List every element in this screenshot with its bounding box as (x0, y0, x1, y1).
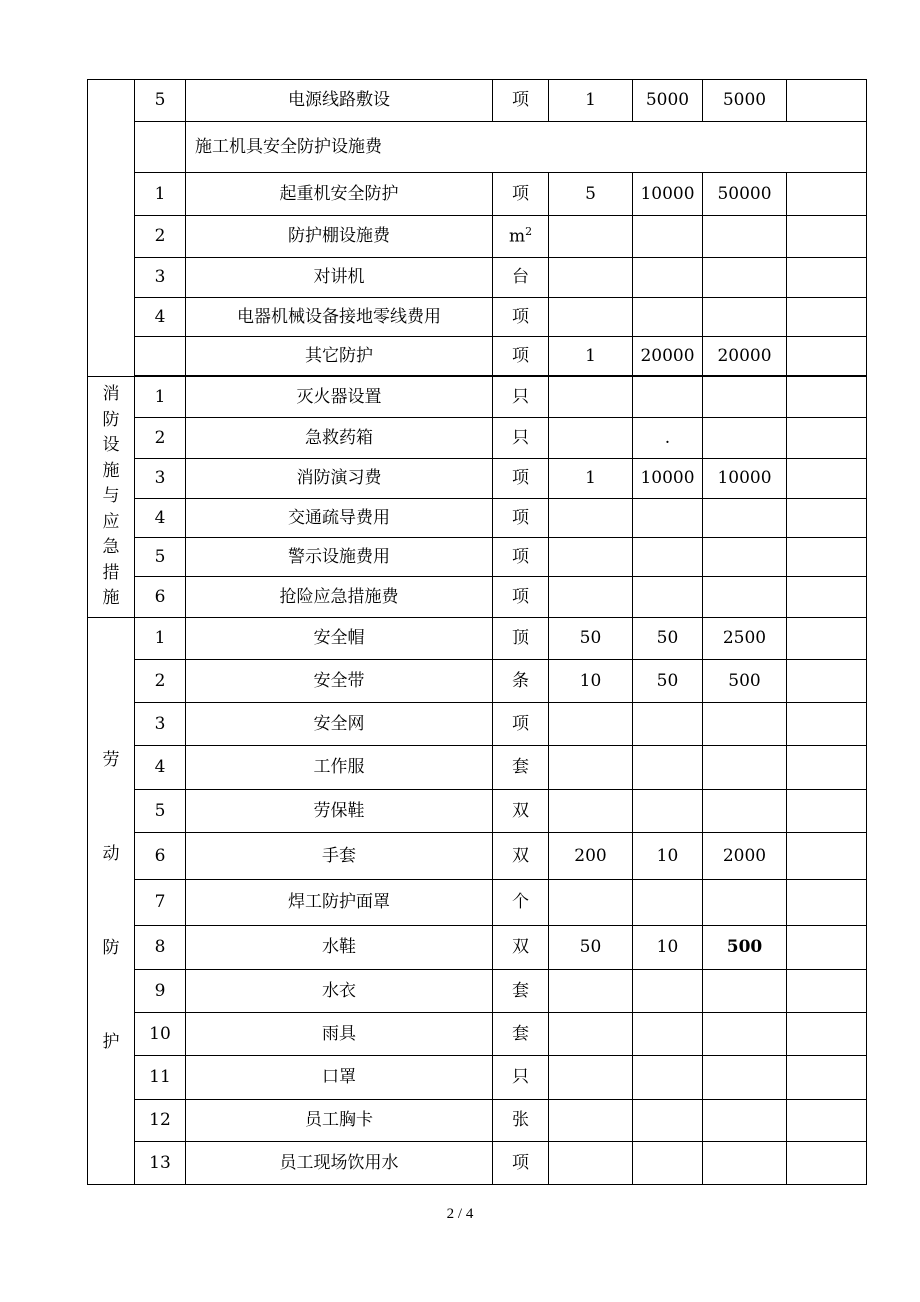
item-total (703, 216, 787, 258)
table-row (88, 926, 867, 970)
item-unit: 套 (493, 746, 549, 790)
row-no: 3 (135, 459, 186, 499)
item-remark (787, 459, 867, 499)
group-label-char: 施 (102, 588, 120, 609)
item-qty (549, 377, 633, 418)
item-name: 手套 (186, 833, 493, 880)
item-qty: 1 (549, 337, 633, 376)
item-remark (787, 618, 867, 660)
row-no: 1 (135, 618, 186, 660)
table-row (88, 1100, 867, 1142)
item-total (703, 499, 787, 538)
item-unit: 项 (493, 703, 549, 746)
item-price: . (633, 418, 703, 459)
row-no: 2 (135, 418, 186, 459)
item-remark (787, 1056, 867, 1100)
item-price: 10000 (633, 459, 703, 499)
group-label-char: 应 (102, 511, 120, 532)
item-remark (787, 703, 867, 746)
item-price: 50 (633, 660, 703, 703)
unit-superscript: 2 (525, 225, 533, 239)
item-total (703, 1142, 787, 1185)
group-label-labor-protection (88, 618, 135, 1185)
item-price (633, 577, 703, 618)
item-unit: 项 (493, 459, 549, 499)
item-unit: 项 (493, 1142, 549, 1185)
item-remark (787, 926, 867, 970)
table-row (88, 216, 867, 258)
item-total (703, 746, 787, 790)
item-qty (549, 1100, 633, 1142)
item-remark (787, 258, 867, 298)
row-no: 6 (135, 577, 186, 618)
item-name: 急救药箱 (186, 418, 493, 459)
item-unit: 双 (493, 833, 549, 880)
item-price (633, 298, 703, 337)
item-total (703, 298, 787, 337)
item-price: 10 (633, 926, 703, 970)
item-total (703, 970, 787, 1013)
item-unit: 套 (493, 970, 549, 1013)
item-remark (787, 418, 867, 459)
item-name: 电源线路敷设 (186, 80, 493, 122)
item-total (703, 258, 787, 298)
item-qty (549, 703, 633, 746)
row-no (135, 122, 186, 173)
item-remark (787, 499, 867, 538)
row-no: 5 (135, 80, 186, 122)
item-total (703, 538, 787, 577)
item-unit: 项 (493, 337, 549, 376)
item-qty (549, 1056, 633, 1100)
row-no: 4 (135, 746, 186, 790)
group-label-cell (88, 80, 135, 377)
group-label-char: 劳 (102, 750, 120, 770)
item-unit: 双 (493, 926, 549, 970)
table-row (88, 970, 867, 1013)
item-remark (787, 377, 867, 418)
table-row (88, 258, 867, 298)
item-name: 水衣 (186, 970, 493, 1013)
subsection-title: 施工机具安全防护设施费 (186, 122, 867, 173)
item-unit: 只 (493, 418, 549, 459)
item-total: 10000 (703, 459, 787, 499)
table-row (88, 746, 867, 790)
item-total (703, 418, 787, 459)
row-no: 4 (135, 499, 186, 538)
item-unit: 只 (493, 1056, 549, 1100)
item-name: 消防演习费 (186, 459, 493, 499)
item-name: 安全帽 (186, 618, 493, 660)
table-row (88, 790, 867, 833)
item-remark (787, 1013, 867, 1056)
item-unit: 项 (493, 80, 549, 122)
group-label-char: 消 (102, 384, 120, 405)
item-price (633, 258, 703, 298)
item-qty: 50 (549, 618, 633, 660)
item-price (633, 790, 703, 833)
item-qty: 1 (549, 80, 633, 122)
item-unit: 顶 (493, 618, 549, 660)
item-remark (787, 173, 867, 216)
item-qty (549, 1142, 633, 1185)
item-unit: 台 (493, 258, 549, 298)
item-unit: 张 (493, 1100, 549, 1142)
item-unit: 项 (493, 173, 549, 216)
item-qty: 200 (549, 833, 633, 880)
row-no: 4 (135, 298, 186, 337)
group-label-char: 动 (102, 844, 120, 864)
item-name: 安全带 (186, 660, 493, 703)
group-label-char: 防 (102, 938, 120, 958)
group-label-char: 急 (102, 537, 120, 558)
page-number: 2 / 4 (446, 1206, 474, 1222)
item-price: 10 (633, 833, 703, 880)
group-label-fire-emergency (88, 377, 135, 618)
item-unit: 个 (493, 880, 549, 926)
item-total (703, 1056, 787, 1100)
cost-table (87, 79, 867, 1185)
item-price (633, 746, 703, 790)
table-row (88, 499, 867, 538)
table-row (88, 298, 867, 337)
item-unit: 项 (493, 298, 549, 337)
item-total (703, 880, 787, 926)
item-price: 50 (633, 618, 703, 660)
item-qty (549, 538, 633, 577)
item-total (703, 1100, 787, 1142)
group-label-char: 施 (102, 460, 120, 481)
item-name: 起重机安全防护 (186, 173, 493, 216)
item-total: 2500 (703, 618, 787, 660)
item-remark (787, 216, 867, 258)
item-name: 安全网 (186, 703, 493, 746)
item-price (633, 377, 703, 418)
table-row (88, 618, 867, 660)
item-qty (549, 1013, 633, 1056)
item-remark (787, 337, 867, 376)
table-row (88, 660, 867, 703)
item-remark (787, 1100, 867, 1142)
table-row (88, 1056, 867, 1100)
row-no: 11 (135, 1056, 186, 1100)
item-total: 5000 (703, 80, 787, 122)
item-unit: 项 (493, 538, 549, 577)
table-row (88, 377, 867, 418)
group-label-char: 与 (102, 486, 120, 507)
group-label-char: 设 (102, 435, 120, 456)
row-no: 2 (135, 216, 186, 258)
item-remark (787, 790, 867, 833)
item-unit: 套 (493, 1013, 549, 1056)
row-no: 5 (135, 538, 186, 577)
table-row (88, 122, 867, 173)
item-remark (787, 1142, 867, 1185)
item-total: 500 (703, 660, 787, 703)
item-price: 10000 (633, 173, 703, 216)
item-remark (787, 298, 867, 337)
item-price (633, 1142, 703, 1185)
group-label-char: 防 (102, 409, 120, 430)
item-name: 对讲机 (186, 258, 493, 298)
table-row (88, 1013, 867, 1056)
row-no: 5 (135, 790, 186, 833)
item-price (633, 538, 703, 577)
item-total (703, 1013, 787, 1056)
row-no: 6 (135, 833, 186, 880)
item-remark (787, 880, 867, 926)
item-price (633, 499, 703, 538)
item-name: 交通疏导费用 (186, 499, 493, 538)
item-qty: 1 (549, 459, 633, 499)
item-name: 雨具 (186, 1013, 493, 1056)
row-no: 7 (135, 880, 186, 926)
item-unit: 条 (493, 660, 549, 703)
table-row (88, 459, 867, 499)
item-price (633, 1100, 703, 1142)
item-qty: 10 (549, 660, 633, 703)
item-total (703, 377, 787, 418)
item-qty (549, 880, 633, 926)
item-name: 电器机械设备接地零线费用 (186, 298, 493, 337)
item-name: 抢险应急措施费 (186, 577, 493, 618)
item-total (703, 703, 787, 746)
item-name: 工作服 (186, 746, 493, 790)
item-total (703, 790, 787, 833)
row-no: 8 (135, 926, 186, 970)
item-name: 劳保鞋 (186, 790, 493, 833)
item-price: 20000 (633, 337, 703, 376)
item-price: 5000 (633, 80, 703, 122)
row-no: 1 (135, 377, 186, 418)
item-remark (787, 833, 867, 880)
table-row (88, 80, 867, 122)
table-row (88, 880, 867, 926)
item-name: 员工现场饮用水 (186, 1142, 493, 1185)
item-remark (787, 577, 867, 618)
item-unit: 项 (493, 577, 549, 618)
row-no: 13 (135, 1142, 186, 1185)
row-no: 10 (135, 1013, 186, 1056)
item-total: 50000 (703, 173, 787, 216)
item-qty (549, 746, 633, 790)
item-total: 2000 (703, 833, 787, 880)
row-no: 3 (135, 258, 186, 298)
item-name: 水鞋 (186, 926, 493, 970)
item-remark (787, 80, 867, 122)
item-name: 警示设施费用 (186, 538, 493, 577)
row-no (135, 337, 186, 376)
item-qty (549, 298, 633, 337)
item-qty (549, 970, 633, 1013)
item-qty: 5 (549, 173, 633, 216)
item-remark (787, 746, 867, 790)
item-remark (787, 538, 867, 577)
item-unit: 双 (493, 790, 549, 833)
item-qty (549, 258, 633, 298)
item-unit (493, 216, 549, 258)
item-price (633, 216, 703, 258)
item-name: 灭火器设置 (186, 377, 493, 418)
item-unit: 只 (493, 377, 549, 418)
item-remark (787, 660, 867, 703)
item-name: 其它防护 (186, 337, 493, 376)
item-name: 员工胸卡 (186, 1100, 493, 1142)
table-row (88, 418, 867, 459)
row-no: 3 (135, 703, 186, 746)
table-row (88, 173, 867, 216)
item-price (633, 1013, 703, 1056)
item-price (633, 1056, 703, 1100)
item-qty (549, 790, 633, 833)
row-no: 2 (135, 660, 186, 703)
table-row (88, 538, 867, 577)
item-name: 口罩 (186, 1056, 493, 1100)
item-total: 20000 (703, 337, 787, 376)
item-qty (549, 216, 633, 258)
table-row (88, 833, 867, 880)
item-unit: 项 (493, 499, 549, 538)
table-row (88, 1142, 867, 1185)
table-row (88, 577, 867, 618)
unit-base: m (508, 226, 526, 247)
item-remark (787, 970, 867, 1013)
item-price (633, 970, 703, 1013)
row-no: 12 (135, 1100, 186, 1142)
group-label-char: 护 (102, 1032, 120, 1052)
row-no: 1 (135, 173, 186, 216)
group-label-char: 措 (102, 562, 120, 583)
item-qty (549, 499, 633, 538)
item-total (703, 577, 787, 618)
table-row (88, 337, 867, 376)
item-name: 焊工防护面罩 (186, 880, 493, 926)
item-name: 防护棚设施费 (186, 216, 493, 258)
table-row (88, 703, 867, 746)
item-price (633, 880, 703, 926)
row-no: 9 (135, 970, 186, 1013)
item-price (633, 703, 703, 746)
item-total: 500 (703, 926, 787, 970)
item-qty (549, 418, 633, 459)
item-qty (549, 577, 633, 618)
item-qty: 50 (549, 926, 633, 970)
